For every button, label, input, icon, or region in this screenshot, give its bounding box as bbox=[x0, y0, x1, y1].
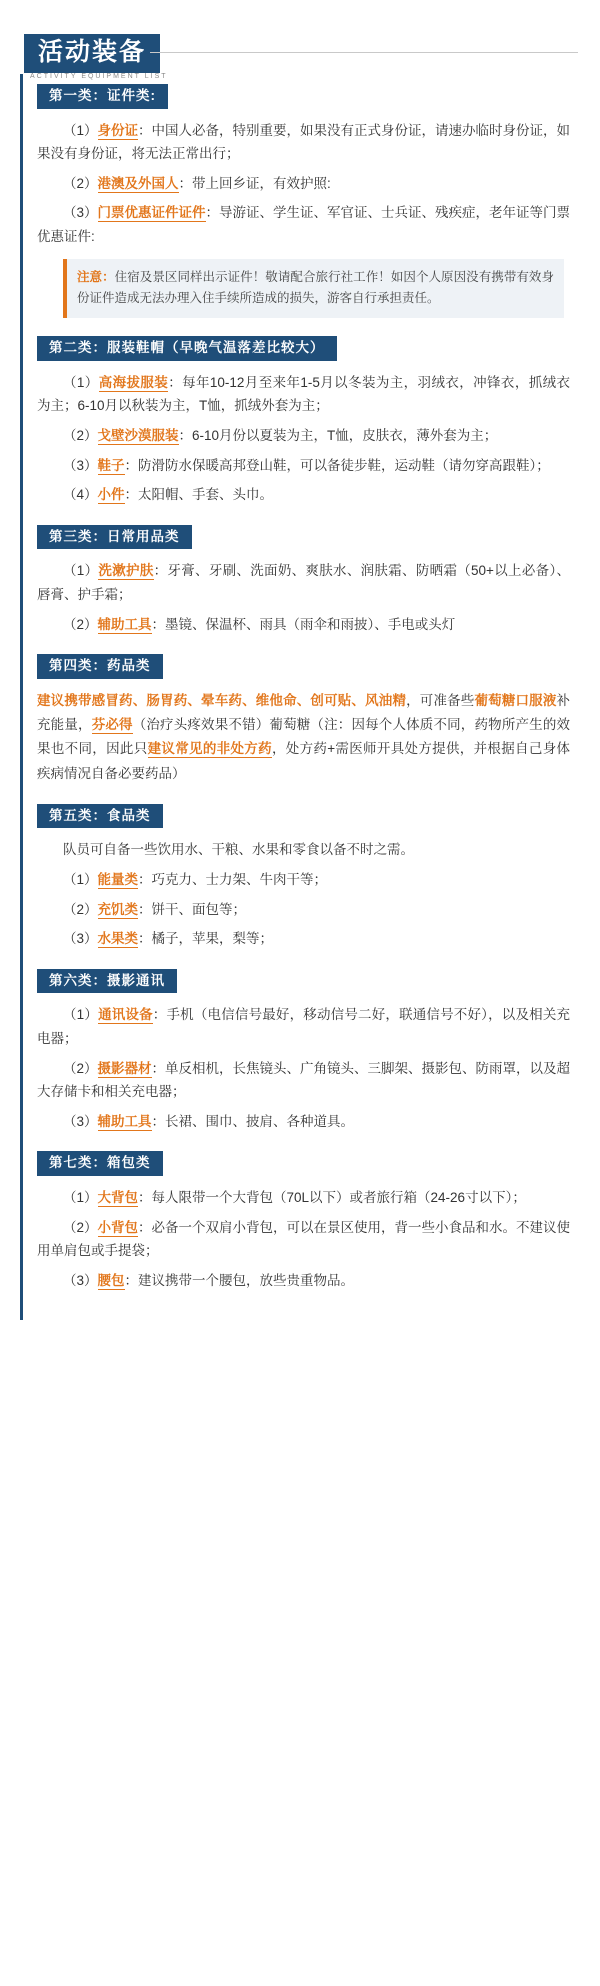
item-number: （3） bbox=[63, 457, 98, 473]
item-keyword: 高海拔服装 bbox=[98, 374, 169, 390]
item-keyword: 港澳及外国人 bbox=[97, 175, 179, 191]
section-title: 第六类：摄影通讯 bbox=[37, 969, 177, 994]
item-text: ：导游证、学生证、军官证、士兵证、残疾症，老年证等门票优惠证件: bbox=[37, 205, 571, 244]
item-keyword: 鞋子 bbox=[97, 457, 125, 473]
item-text: ：带上回乡证，有效护照: bbox=[178, 175, 331, 191]
list-item bbox=[37, 1003, 570, 1050]
medicine-part: 补充能量， bbox=[37, 692, 571, 732]
item-text: ：长裙、围巾、披肩、各种道具。 bbox=[151, 1113, 355, 1129]
medicine-part: 建议携带感冒药、肠胃药、晕车药、维他命、创可贴、风油精 bbox=[37, 692, 407, 708]
section-title: 第五类：食品类 bbox=[37, 804, 163, 829]
section-bags bbox=[23, 1151, 580, 1292]
item-text: ：建议携带一个腰包，放些贵重物品。 bbox=[124, 1272, 355, 1288]
item-text: ：单反相机，长焦镜头、广角镜头、三脚架、摄影包、防雨罩，以及超大存储卡和相关充电器； bbox=[37, 1060, 571, 1100]
item-number: （2） bbox=[63, 1219, 98, 1235]
medicine-part: （治疗头疼效果不错）葡萄糖（注：因每个人体质不同，药物所产生的效果也不同，因此只 bbox=[37, 716, 571, 757]
notice-label: 注意： bbox=[77, 269, 115, 284]
item-text: ：中国人必备，特别重要，如果没有正式身份证，请速办临时身份证，如果没有身份证，将无法正常出行； bbox=[37, 122, 571, 162]
section-title: 第四类：药品类 bbox=[37, 654, 163, 679]
item-number: （1） bbox=[63, 563, 99, 579]
notice-box bbox=[63, 259, 564, 319]
item-number: （2） bbox=[63, 901, 98, 917]
page-title: 活动装备 bbox=[24, 34, 160, 73]
list-item bbox=[37, 868, 570, 892]
medicine-part: ，处方药+需医师开具处方提供，并根据自己身体疾病情况自备必要药品） bbox=[37, 741, 571, 781]
item-number: （1） bbox=[63, 1007, 99, 1023]
item-number: （3） bbox=[63, 205, 98, 221]
page-subtitle: ACTIVITY EQUIPMENT LIST bbox=[30, 73, 168, 80]
item-number: （2） bbox=[63, 1060, 98, 1076]
list-item bbox=[37, 927, 570, 951]
section-title: 第二类：服装鞋帽（早晚气温落差比较大） bbox=[37, 336, 337, 361]
list-item bbox=[37, 1110, 570, 1134]
item-keyword: 辅助工具 bbox=[97, 1113, 152, 1129]
item-number: （1） bbox=[63, 122, 98, 138]
page-header bbox=[0, 0, 600, 80]
item-keyword: 摄影器材 bbox=[97, 1060, 152, 1076]
section-certificates bbox=[23, 84, 580, 318]
list-item bbox=[37, 201, 570, 248]
section-clothing bbox=[23, 336, 580, 507]
section-title: 第三类：日常用品类 bbox=[37, 525, 192, 550]
item-keyword: 身份证 bbox=[97, 122, 139, 138]
item-number: （4） bbox=[63, 487, 98, 503]
item-number: （2） bbox=[63, 616, 98, 632]
section-food bbox=[23, 804, 580, 951]
list-item bbox=[37, 172, 570, 196]
item-number: （1） bbox=[63, 374, 99, 390]
item-number: （3） bbox=[63, 1272, 98, 1288]
item-keyword: 洗漱护肤 bbox=[98, 563, 154, 579]
item-keyword: 通讯设备 bbox=[98, 1007, 153, 1023]
medicine-part: 建议常见的非处方药 bbox=[147, 741, 272, 757]
item-number: （3） bbox=[63, 1113, 98, 1129]
item-keyword: 小背包 bbox=[97, 1219, 139, 1235]
section-photography bbox=[23, 969, 580, 1134]
item-text: ：牙膏、牙刷、洗面奶、爽肤水、润肤霜、防晒霜（50+以上必备）、唇膏、护手霜； bbox=[37, 563, 570, 602]
list-item bbox=[37, 1269, 570, 1293]
list-item bbox=[37, 371, 570, 418]
item-keyword: 腰包 bbox=[97, 1272, 125, 1288]
item-keyword: 水果类 bbox=[97, 931, 139, 947]
list-item bbox=[37, 424, 570, 448]
item-keyword: 小件 bbox=[97, 487, 125, 503]
list-item bbox=[37, 1057, 570, 1104]
section-medicine bbox=[23, 654, 580, 786]
food-lead: 队员可自备一些饮用水、干粮、水果和零食以备不时之需。 bbox=[63, 842, 414, 858]
section-daily-goods bbox=[23, 525, 580, 636]
list-item bbox=[37, 119, 570, 166]
item-text: ：饼干、面包等； bbox=[138, 901, 247, 917]
medicine-paragraph bbox=[37, 689, 570, 786]
item-number: （2） bbox=[63, 427, 98, 443]
list-item bbox=[37, 898, 570, 922]
medicine-part: ，可准备些 bbox=[406, 692, 475, 708]
section-title: 第七类：箱包类 bbox=[37, 1151, 163, 1176]
item-text: ：必备一个双肩小背包，可以在景区使用，背一些小食品和水。不建议使用单肩包或手提袋； bbox=[37, 1219, 571, 1259]
header-divider bbox=[150, 52, 578, 53]
item-text: ：防滑防水保暖高邦登山鞋，可以备徒步鞋，运动鞋（请勿穿高跟鞋）； bbox=[124, 457, 550, 473]
item-text: ：6-10月份以夏装为主，T恤，皮肤衣，薄外套为主； bbox=[178, 427, 498, 443]
item-text: ：橘子，苹果，梨等； bbox=[138, 931, 274, 947]
item-text: ：手机（电信信号最好，移动信号二好，联通信号不好），以及相关充电器； bbox=[37, 1007, 571, 1046]
item-text: ：每年10-12月至来年1-5月以冬装为主，羽绒衣，冲锋衣，抓绒衣为主；6-10月以秋装为主，T恤，抓绒外套为主； bbox=[37, 374, 571, 414]
item-text: ：墨镜、保温杯、雨具（雨伞和雨披）、手电或头灯 bbox=[151, 616, 456, 632]
item-text: ：巧克力、士力架、牛肉干等； bbox=[138, 871, 328, 887]
item-number: （3） bbox=[63, 931, 98, 947]
list-item bbox=[37, 483, 570, 507]
content-frame bbox=[20, 74, 580, 1320]
item-text: ：每人限带一个大背包（70L以下）或者旅行箱（24-26寸以下）； bbox=[138, 1189, 526, 1205]
section-title: 第一类：证件类: bbox=[37, 84, 168, 109]
medicine-part: 芬必得 bbox=[91, 716, 133, 732]
medicine-part: 葡萄糖口服液 bbox=[474, 692, 557, 708]
item-keyword: 大背包 bbox=[97, 1189, 139, 1205]
list-item bbox=[37, 559, 570, 606]
item-keyword: 充饥类 bbox=[97, 901, 139, 917]
list-item bbox=[37, 1186, 570, 1210]
item-keyword: 门票优惠证件证件 bbox=[97, 205, 206, 221]
item-keyword: 戈壁沙漠服装 bbox=[97, 427, 179, 443]
list-item bbox=[37, 1216, 570, 1263]
list-item bbox=[37, 613, 570, 637]
item-number: （1） bbox=[63, 871, 98, 887]
item-text: ：太阳帽、手套、头巾。 bbox=[124, 487, 274, 503]
notice-text: 住宿及景区同样出示证件！敬请配合旅行社工作！如因个人原因没有携带有效身份证件造成无法办理入住手续所造成的损失，游客自行承担责任。 bbox=[77, 269, 554, 305]
item-keyword: 辅助工具 bbox=[97, 616, 152, 632]
item-number: （1） bbox=[63, 1189, 98, 1205]
item-number: （2） bbox=[63, 175, 98, 191]
list-item bbox=[37, 454, 570, 478]
item-keyword: 能量类 bbox=[97, 871, 139, 887]
